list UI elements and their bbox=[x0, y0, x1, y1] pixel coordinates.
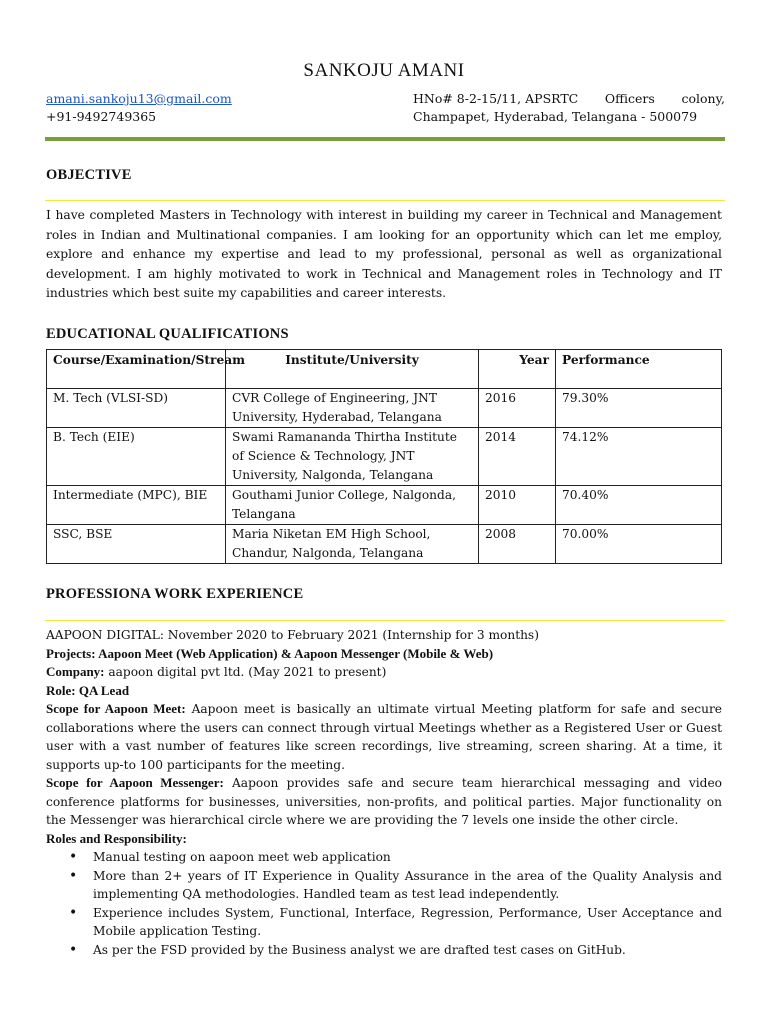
experience-heading: PROFESSIONA WORK EXPERIENCE bbox=[46, 586, 304, 602]
list-item: • More than 2+ years of IT Experience in Quality Assurance in the area of the Quality Analysis and implementing QA methodologies. Handled team as test lead independently. bbox=[93, 867, 722, 904]
company-label: Company: bbox=[46, 664, 105, 679]
table-cell: Swami Ramananda Thirtha Institute of Science & Technology, JNT University, Nalgonda, Telangana bbox=[226, 428, 479, 486]
experience-section bbox=[46, 626, 722, 959]
address-line-2: Champapet, Hyderabad, Telangana - 500079 bbox=[413, 109, 698, 124]
list-item: • Manual testing on aapoon meet web application bbox=[93, 848, 722, 867]
roles-heading: Roles and Responsibility: bbox=[46, 830, 187, 846]
table-cell: 74.12% bbox=[556, 428, 722, 486]
projects-label: Projects: Aapoon Meet (Web Application) & Aapoon Messenger (Mobile & Web) bbox=[46, 645, 494, 661]
column-header: Performance bbox=[556, 350, 722, 389]
address-line-1 bbox=[413, 90, 725, 108]
column-header: Course/Examination/Stream bbox=[47, 350, 226, 389]
table-cell: Gouthami Junior College, Nalgonda, Telangana bbox=[226, 486, 479, 525]
table-row bbox=[47, 428, 722, 486]
table-cell: 2016 bbox=[479, 389, 556, 428]
table-cell: Maria Niketan EM High School, Chandur, Nalgonda, Telangana bbox=[226, 525, 479, 564]
internship-line: AAPOON DIGITAL: November 2020 to February 2021 (Internship for 3 months) bbox=[46, 628, 539, 642]
table-row bbox=[47, 525, 722, 564]
email-link[interactable]: amani.sankoju13@gmail.com bbox=[46, 91, 232, 106]
table-cell: 70.00% bbox=[556, 525, 722, 564]
address-part-c: colony, bbox=[681, 91, 725, 106]
role-label: Role: QA Lead bbox=[46, 682, 130, 698]
table-cell: SSC, BSE bbox=[47, 525, 226, 564]
column-header: Institute/University bbox=[226, 350, 479, 389]
table-row bbox=[47, 389, 722, 428]
contact-block bbox=[46, 90, 232, 126]
table-cell: 2014 bbox=[479, 428, 556, 486]
responsibility-list bbox=[46, 848, 722, 959]
header-divider bbox=[45, 137, 725, 141]
education-heading: EDUCATIONAL QUALIFICATIONS bbox=[46, 326, 289, 342]
list-item: • As per the FSD provided by the Business analyst we are drafted test cases on GitHub. bbox=[93, 941, 722, 960]
table-cell: 79.30% bbox=[556, 389, 722, 428]
table-cell: CVR College of Engineering, JNT University, Hyderabad, Telangana bbox=[226, 389, 479, 428]
table-row bbox=[47, 486, 722, 525]
table-header-row bbox=[47, 350, 722, 389]
scope-meet-text: Aapoon meet is basically an ultimate virtual Meeting platform for safe and secure collaborations where the users can connect through virtual Meetings whether as a Registered User or Guest user with a vast number of features like screen recordings, live streaming, screen sharing. At a time, it supports up-to 100 participants for the meeting. bbox=[46, 702, 722, 772]
table-cell: 70.40% bbox=[556, 486, 722, 525]
column-header: Year bbox=[479, 350, 556, 389]
objective-heading: OBJECTIVE bbox=[46, 167, 132, 183]
table-cell: Intermediate (MPC), BIE bbox=[47, 486, 226, 525]
scope-messenger-text: Aapoon provides safe and secure team hierarchical messaging and video conference platforms for businesses, universities, non-profits, and political parties. Major functionality on the Messenger was hierarchical circle where we are providing the 7 levels one inside the other circle. bbox=[46, 776, 722, 827]
experience-divider bbox=[45, 620, 725, 621]
objective-text: I have completed Masters in Technology with interest in building my career in Technical and Management roles in Indian and Multinational companies. I am looking for an opportunity which can let me employ, explore and enhance my expertise and lead to my professional, personal as well as organizational development. I am highly motivated to work in Technical and Management roles in Technology and IT industries which best suite my capabilities and career interests. bbox=[46, 208, 722, 301]
company-value: aapoon digital pvt ltd. (May 2021 to present) bbox=[104, 665, 387, 679]
address-part-a: HNo# 8-2-15/11, APSRTC bbox=[413, 91, 579, 106]
objective-divider bbox=[45, 200, 725, 201]
list-item: • Experience includes System, Functional, Interface, Regression, Performance, User Acceptance and Mobile application Testing. bbox=[93, 904, 722, 941]
address-part-b: Officers bbox=[604, 91, 655, 106]
phone-number: +91-9492749365 bbox=[46, 109, 157, 124]
candidate-name: SANKOJU AMANI bbox=[303, 60, 465, 81]
scope-messenger-label: Scope for Aapoon Messenger: bbox=[46, 775, 224, 790]
education-table bbox=[46, 349, 722, 564]
table-cell: 2010 bbox=[479, 486, 556, 525]
scope-meet-label: Scope for Aapoon Meet: bbox=[46, 701, 186, 716]
address-block bbox=[413, 90, 725, 126]
table-cell: M. Tech (VLSI-SD) bbox=[47, 389, 226, 428]
table-cell: B. Tech (EIE) bbox=[47, 428, 226, 486]
table-cell: 2008 bbox=[479, 525, 556, 564]
